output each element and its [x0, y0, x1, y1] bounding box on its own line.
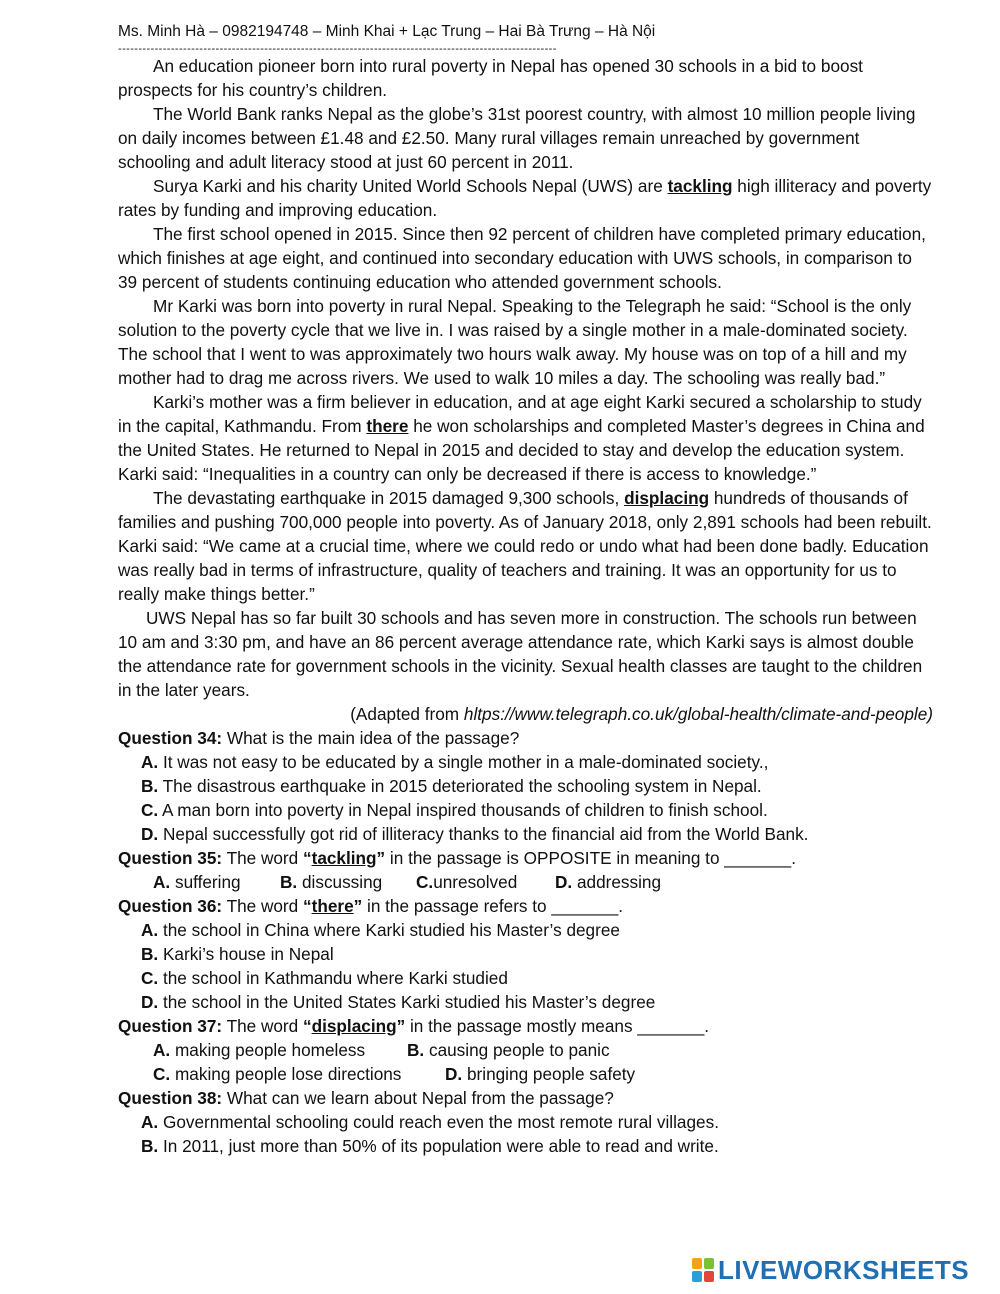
question-36-keyword: there [311, 896, 354, 916]
option-text: It was not easy to be educated by a single mother in a male-dominated society., [162, 752, 769, 772]
question-35-option-b[interactable] [280, 870, 416, 894]
keyword-displacing: displacing [624, 488, 710, 508]
question-38 [118, 1086, 933, 1158]
option-text: A man born into poverty in Nepal inspired thousands of children to finish school. [162, 800, 768, 820]
question-36-option-c[interactable] [118, 966, 933, 990]
question-37-label: Question 37: [118, 1016, 223, 1036]
source-url: hltps://www.telegraph.co.uk/global-health/climate-and-people) [463, 704, 933, 724]
question-37-option-c[interactable] [153, 1062, 445, 1086]
p7-after: hundreds of thousands of families and pushing 700,000 people into poverty. As of January 2018, only 2,891 schools had been rebuilt. Karki said: “We came at a crucial time, where we could redo or undo what had been done badly. Education was really bad in terms of infrastructure, quality of teachers and training. It was an opportunity for us to really make things better.” [118, 488, 932, 604]
option-letter: C. [141, 968, 159, 988]
option-letter: A. [141, 1112, 159, 1132]
question-37-options-row-1 [118, 1038, 933, 1062]
question-34-option-b[interactable] [118, 774, 933, 798]
passage-paragraph-2: The World Bank ranks Nepal as the globe’s 31st poorest country, with almost 10 million people living on daily incomes between £1.48 and £2.50. Many rural villages remain unreached by government schooling and adult literacy stood at just 60 percent in 2011. [118, 104, 916, 172]
option-letter: D. [141, 824, 159, 844]
option-letter: B. [141, 944, 159, 964]
option-text: The disastrous earthquake in 2015 deteriorated the schooling system in Nepal. [162, 776, 762, 796]
option-text: In 2011, just more than 50% of its population were able to read and write. [162, 1136, 719, 1156]
p7-before: The devastating earthquake in 2015 damaged 9,300 schools, [153, 488, 625, 508]
passage-paragraph-7 [118, 486, 933, 606]
question-38-option-b[interactable] [118, 1134, 933, 1158]
question-36-text-before: The word [222, 896, 303, 916]
option-text: addressing [576, 872, 662, 892]
question-38-text: What can we learn about Nepal from the passage? [222, 1088, 614, 1108]
question-35-option-d[interactable] [555, 870, 661, 894]
mark-square [692, 1258, 702, 1269]
keyword-there: there [366, 416, 409, 436]
header-divider: ------------------------------------------------------------------------------------------------------------ [118, 44, 557, 54]
question-37-text-before: The word [222, 1016, 303, 1036]
question-34-text: What is the main idea of the passage? [222, 728, 520, 748]
mark-square [704, 1258, 714, 1269]
p3-after: high illiteracy and poverty rates by funding and improving education. [118, 176, 932, 220]
option-letter: B. [141, 1136, 159, 1156]
question-36-option-d[interactable] [118, 990, 933, 1014]
option-text: making people lose directions [174, 1064, 402, 1084]
question-37-option-b[interactable] [407, 1038, 610, 1062]
question-36-text-after: in the passage refers to _______. [362, 896, 624, 916]
option-text: the school in the United States Karki studied his Master’s degree [162, 992, 656, 1012]
question-35-options [118, 870, 933, 894]
option-letter: A. [153, 1040, 171, 1060]
source-lead: (Adapted from [350, 704, 464, 724]
liveworksheets-mark-icon [692, 1258, 714, 1282]
question-36-option-b[interactable] [118, 942, 933, 966]
question-35-text-before: The word [222, 848, 303, 868]
option-text: the school in Kathmandu where Karki studied [162, 968, 508, 988]
question-36-stem [118, 894, 933, 918]
question-35-text-after: in the passage is OPPOSITE in meaning to _______. [385, 848, 796, 868]
question-34-stem [118, 726, 933, 750]
option-text: unresolved [433, 872, 518, 892]
passage-paragraph-8: UWS Nepal has so far built 30 schools and has seven more in construction. The schools run between 10 am and 3:30 pm, and have an 86 percent average attendance rate, which Karki says is almost double the attendance rate for government schools in the vicinity. Sexual health classes are taught to the children in the later years. [118, 608, 923, 700]
question-37-option-d[interactable] [445, 1062, 635, 1086]
question-37 [118, 1014, 933, 1086]
option-letter: C. [141, 800, 159, 820]
quote-close: ” [376, 848, 386, 868]
question-37-option-a[interactable] [153, 1038, 407, 1062]
question-36-label: Question 36: [118, 896, 223, 916]
question-37-keyword: displacing [311, 1016, 397, 1036]
quote-open: “ [303, 848, 312, 868]
mark-square [704, 1271, 714, 1282]
option-letter: B. [141, 776, 159, 796]
question-37-stem [118, 1014, 933, 1038]
question-35-keyword: tackling [311, 848, 377, 868]
question-38-label: Question 38: [118, 1088, 223, 1108]
option-letter: D. [555, 872, 573, 892]
liveworksheets-logo[interactable] [692, 1255, 969, 1285]
passage-paragraph-4: The first school opened in 2015. Since then 92 percent of children have completed primary education, which finishes at age eight, and continued into secondary education with UWS schools, in comparison to 39 percent of students continuing education who attended government schools. [118, 224, 926, 292]
question-38-option-a[interactable] [118, 1110, 933, 1134]
option-letter: D. [141, 992, 159, 1012]
option-text: making people homeless [174, 1040, 366, 1060]
question-37-text-after: in the passage mostly means _______. [405, 1016, 710, 1036]
option-text: causing people to panic [428, 1040, 610, 1060]
question-35 [118, 846, 933, 894]
p3-before: Surya Karki and his charity United World Schools Nepal (UWS) are [153, 176, 668, 196]
liveworksheets-wordmark: LIVEWORKSHEETS [718, 1254, 970, 1285]
option-letter: B. [407, 1040, 425, 1060]
option-text: the school in China where Karki studied his Master’s degree [162, 920, 620, 940]
reading-passage [118, 54, 933, 726]
question-34 [118, 726, 933, 846]
quote-close: ” [396, 1016, 406, 1036]
option-text: discussing [301, 872, 383, 892]
passage-paragraph-5: Mr Karki was born into poverty in rural Nepal. Speaking to the Telegraph he said: “School is the only solution to the poverty cycle that we live in. I was raised by a single mother in a male-dominated society. The school that I went to was approximately two hours walk away. My house was on top of a hill and my mother had to drag me across rivers. We used to walk 10 miles a day. The schooling was really bad.” [118, 296, 912, 388]
option-letter: C. [153, 1064, 171, 1084]
quote-close: ” [353, 896, 363, 916]
question-34-option-a[interactable] [118, 750, 933, 774]
question-34-option-c[interactable] [118, 798, 933, 822]
question-36 [118, 894, 933, 1014]
teacher-header: Ms. Minh Hà – 0982194748 – Minh Khai + Lạc Trung – Hai Bà Trưng – Hà Nội [118, 23, 656, 40]
question-34-option-d[interactable] [118, 822, 933, 846]
quote-open: “ [303, 896, 312, 916]
option-letter: B. [280, 872, 298, 892]
question-38-stem [118, 1086, 933, 1110]
p6-before: Karki’s mother was a firm believer in education, and at age eight Karki secured a scholarship to study in the capital, Kathmandu. From [118, 392, 922, 436]
passage-paragraph-6 [118, 390, 933, 486]
question-36-option-a[interactable] [118, 918, 933, 942]
option-text: Governmental schooling could reach even the most remote rural villages. [162, 1112, 719, 1132]
question-35-option-c[interactable] [416, 870, 555, 894]
option-letter: A. [153, 872, 171, 892]
question-35-label: Question 35: [118, 848, 223, 868]
passage-paragraph-3 [118, 174, 933, 222]
question-34-label: Question 34: [118, 728, 223, 748]
option-letter: C. [416, 872, 434, 892]
quote-open: “ [303, 1016, 312, 1036]
option-letter: D. [445, 1064, 463, 1084]
option-text: suffering [174, 872, 241, 892]
worksheet-page [118, 20, 933, 1158]
keyword-tackling: tackling [667, 176, 733, 196]
question-37-options-row-2 [118, 1062, 933, 1086]
option-text: Nepal successfully got rid of illiteracy thanks to the financial aid from the World Bank. [162, 824, 809, 844]
mark-square [692, 1271, 702, 1282]
option-text: Karki’s house in Nepal [162, 944, 334, 964]
passage-source [118, 702, 933, 726]
option-text: bringing people safety [466, 1064, 636, 1084]
question-35-stem [118, 846, 933, 870]
option-letter: A. [141, 920, 159, 940]
passage-paragraph-1: An education pioneer born into rural poverty in Nepal has opened 30 schools in a bid to boost prospects for his country’s children. [118, 56, 863, 100]
p6-after: he won scholarships and completed Master’s degrees in China and the United States. He returned to Nepal in 2015 and decided to stay and develop the education system. Karki said: “Inequalities in a country can only be decreased if there is access to knowledge.” [118, 416, 925, 484]
option-letter: A. [141, 752, 159, 772]
question-35-option-a[interactable] [153, 870, 280, 894]
